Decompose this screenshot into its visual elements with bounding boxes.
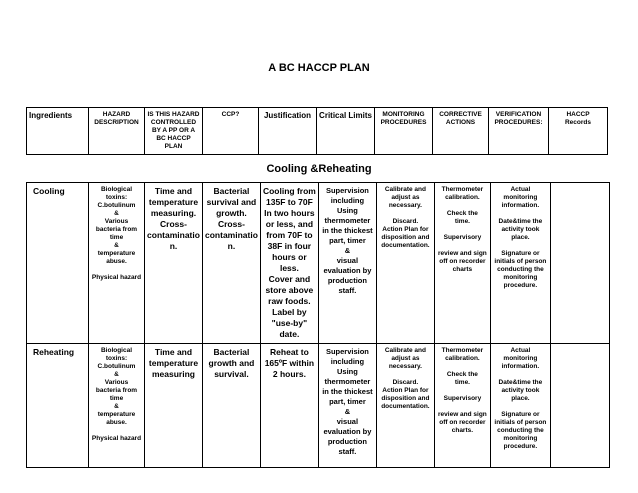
header-corrective: CORRECTIVE ACTIONS: [433, 108, 489, 155]
monitoring-cell: Calibrate and adjust as necessary. Discard. Action Plan for disposition and documentation.: [376, 183, 434, 344]
ccp-cell: Bacterial growth and survival.: [203, 344, 261, 468]
controlled-cell: Time and temperature measuring. Cross- contaminatio n.: [145, 183, 203, 344]
header-ccp: CCP?: [203, 108, 259, 155]
monitoring-cell: Calibrate and adjust as necessary. Discard. Action Plan for disposition and documentation.: [376, 344, 434, 468]
header-ingredients: Ingredients: [27, 108, 89, 155]
header-is-controlled: IS THIS HAZARD CONTROLLED BY A PP OR A BC HACCP PLAN: [145, 108, 203, 155]
corrective-cell: Thermometer calibration. Check the time. Supervisory review and sign off on recorder charts: [434, 183, 490, 344]
hazard-cell: Biological toxins: C.botulinum & Various bacteria from time & temperature abuse. Physical hazard: [89, 344, 145, 468]
document-title: A BC HACCP PLAN: [268, 62, 370, 74]
verification-cell: Actual monitoring information. Date&time the activity took place. Signature or initials of person conducting the monitoring procedure.: [490, 183, 550, 344]
header-records: HACCP Records: [549, 108, 608, 155]
section-title: Cooling &Reheating: [266, 163, 372, 175]
ccp-cell: Bacterial survival and growth. Cross- contaminatio n.: [203, 183, 261, 344]
header-critical-limits: Critical Limits: [317, 108, 375, 155]
critical-limits-cell: Supervision including Using thermometer in the thickest part, timer & visual evaluation by production staff.: [318, 183, 376, 344]
verification-cell: Actual monitoring information. Date&time the activity took place. Signature or initials of person conducting the monitoring procedure.: [490, 344, 550, 468]
plan-body-table: [26, 182, 610, 468]
ingredient-cell: Cooling: [27, 183, 89, 344]
header-monitoring: MONITORING PROCEDURES: [375, 108, 433, 155]
controlled-cell: Time and temperature measuring: [145, 344, 203, 468]
records-cell: [550, 344, 609, 468]
justification-cell: Reheat to 165ºF within 2 hours.: [260, 344, 318, 468]
records-cell: [550, 183, 609, 344]
hazard-cell: Biological toxins: C.botulinum & Various bacteria from time & temperature abuse. Physical hazard: [89, 183, 145, 344]
table-row: [27, 344, 610, 468]
header-hazard-description: HAZARD DESCRIPTION: [89, 108, 145, 155]
header-row: [27, 108, 608, 155]
corrective-cell: Thermometer calibration. Check the time. Supervisory review and sign off on recorder charts.: [434, 344, 490, 468]
header-verification: VERIFICATION PROCEDURES:: [489, 108, 549, 155]
justification-cell: Cooling from 135F to 70F In two hours or less, and from 70F to 38F in four hours or less. Cover and store above raw foods. Label by "use-by" date.: [260, 183, 318, 344]
header-justification: Justification: [259, 108, 317, 155]
table-row: [27, 183, 610, 344]
critical-limits-cell: Supervision including Using thermometer in the thickest part, timer & visual evaluation by production staff.: [318, 344, 376, 468]
ingredient-cell: Reheating: [27, 344, 89, 468]
plan-header-table: [26, 107, 608, 155]
